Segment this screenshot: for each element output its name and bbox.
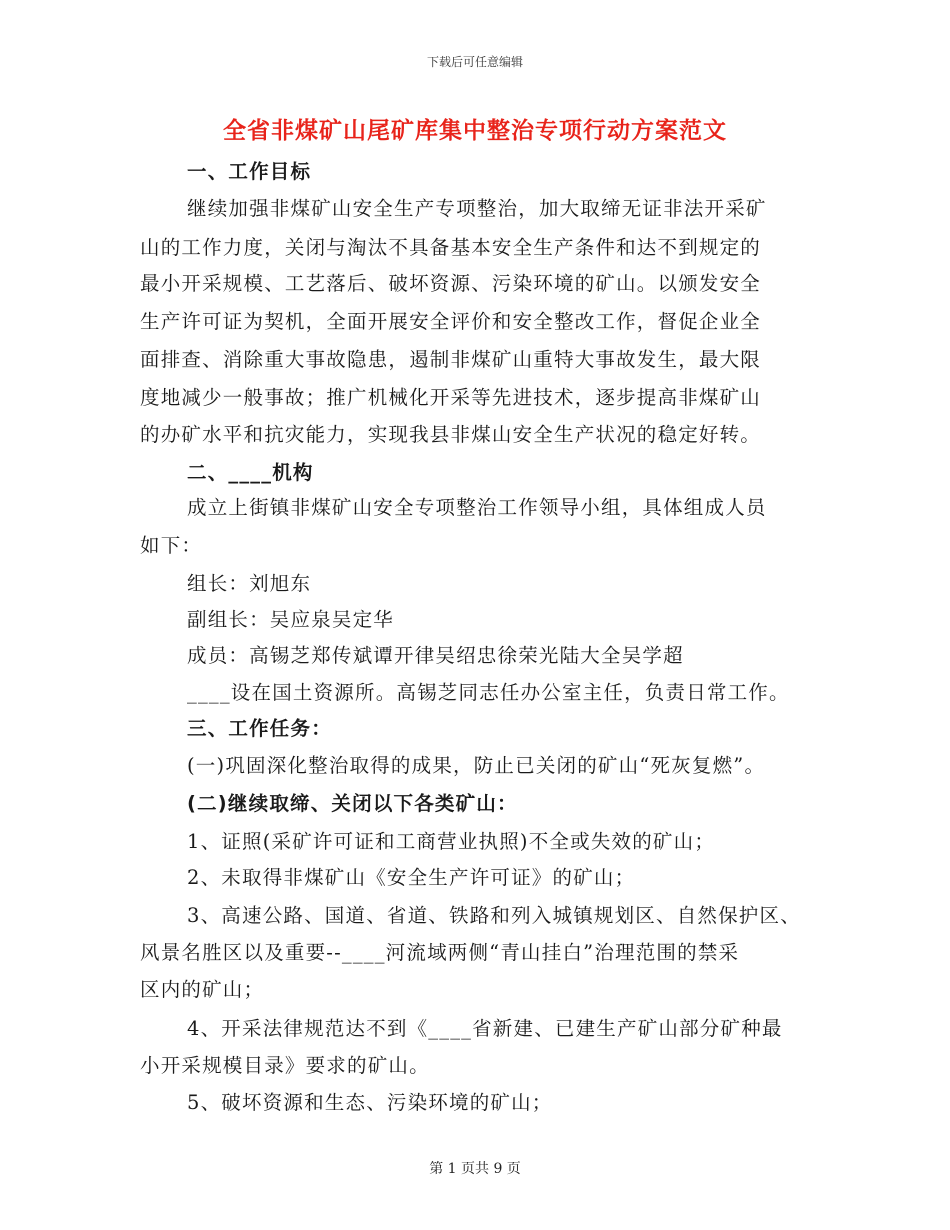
list-item: 2、未取得非煤矿山《安全生产许可证》的矿山；: [187, 866, 636, 889]
page-header: 下载后可任意编辑: [426, 55, 523, 69]
paragraph-line: 组长：刘旭东: [187, 572, 312, 595]
subsection-heading: (二)继续取缔、关闭以下各类矿山：: [187, 792, 518, 815]
paragraph-line: 如下：: [140, 534, 203, 557]
paragraph-line: 的办矿水平和抗灾能力，实现我县非煤山安全生产状况的稳定好转。: [140, 423, 762, 446]
list-item: 5、破坏资源和生态、污染环境的矿山；: [187, 1091, 553, 1114]
list-item: 3、高速公路、国道、省道、铁路和列入城镇规划区、自然保护区、: [187, 904, 801, 927]
list-item: 4、开采法律规范达不到《____省新建、已建生产矿山部分矿种最: [187, 1017, 783, 1040]
paragraph-line: 区内的矿山；: [140, 978, 265, 1001]
paragraph-line: 度地减少一般事故；推广机械化开采等先进技术，逐步提高非煤矿山: [140, 386, 762, 409]
paragraph-line: 继续加强非煤矿山安全生产专项整治，加大取缔无证非法开采矿: [187, 197, 767, 220]
paragraph-line: 风景名胜区以及重要--____河流域两侧“青山挂白”治理范围的禁采: [140, 941, 740, 964]
page-footer: 第 1 页共 9 页: [429, 1161, 521, 1177]
paragraph-line: 副组长：吴应泉吴定华: [187, 608, 395, 631]
paragraph-line: 小开采规模目录》要求的矿山。: [140, 1054, 430, 1077]
paragraph-line: ____设在国土资源所。高锡芝同志任办公室主任，负责日常工作。: [187, 681, 790, 704]
section-heading-2: 二、____机构: [187, 461, 314, 484]
paragraph-line: 山的工作力度，关闭与淘汰不具备基本安全生产条件和达不到规定的: [140, 236, 762, 259]
document-title: 全省非煤矿山尾矿库集中整治专项行动方案范文: [223, 118, 727, 144]
section-heading-3: 三、工作任务：: [187, 717, 332, 740]
paragraph-line: (一)巩固深化整治取得的成果，防止已关闭的矿山“死灰复燃”。: [187, 754, 766, 777]
paragraph-line: 最小开采规模、工艺落后、破坏资源、污染环境的矿山。以颁发安全: [140, 272, 762, 295]
list-item: 1、证照(采矿许可证和工商营业执照)不全或失效的矿山；: [187, 830, 716, 853]
paragraph-line: 成员：高锡芝郑传斌谭开律吴绍忠徐荣光陆大全吴学超: [187, 644, 684, 667]
paragraph-line: 生产许可证为契机，全面开展安全评价和安全整改工作，督促企业全: [140, 310, 762, 333]
paragraph-line: 面排查、消除重大事故隐患，遏制非煤矿山重特大事故发生，最大限: [140, 348, 762, 371]
paragraph-line: 成立上街镇非煤矿山安全专项整治工作领导小组，具体组成人员: [187, 496, 767, 519]
section-heading-1: 一、工作目标: [187, 160, 312, 183]
